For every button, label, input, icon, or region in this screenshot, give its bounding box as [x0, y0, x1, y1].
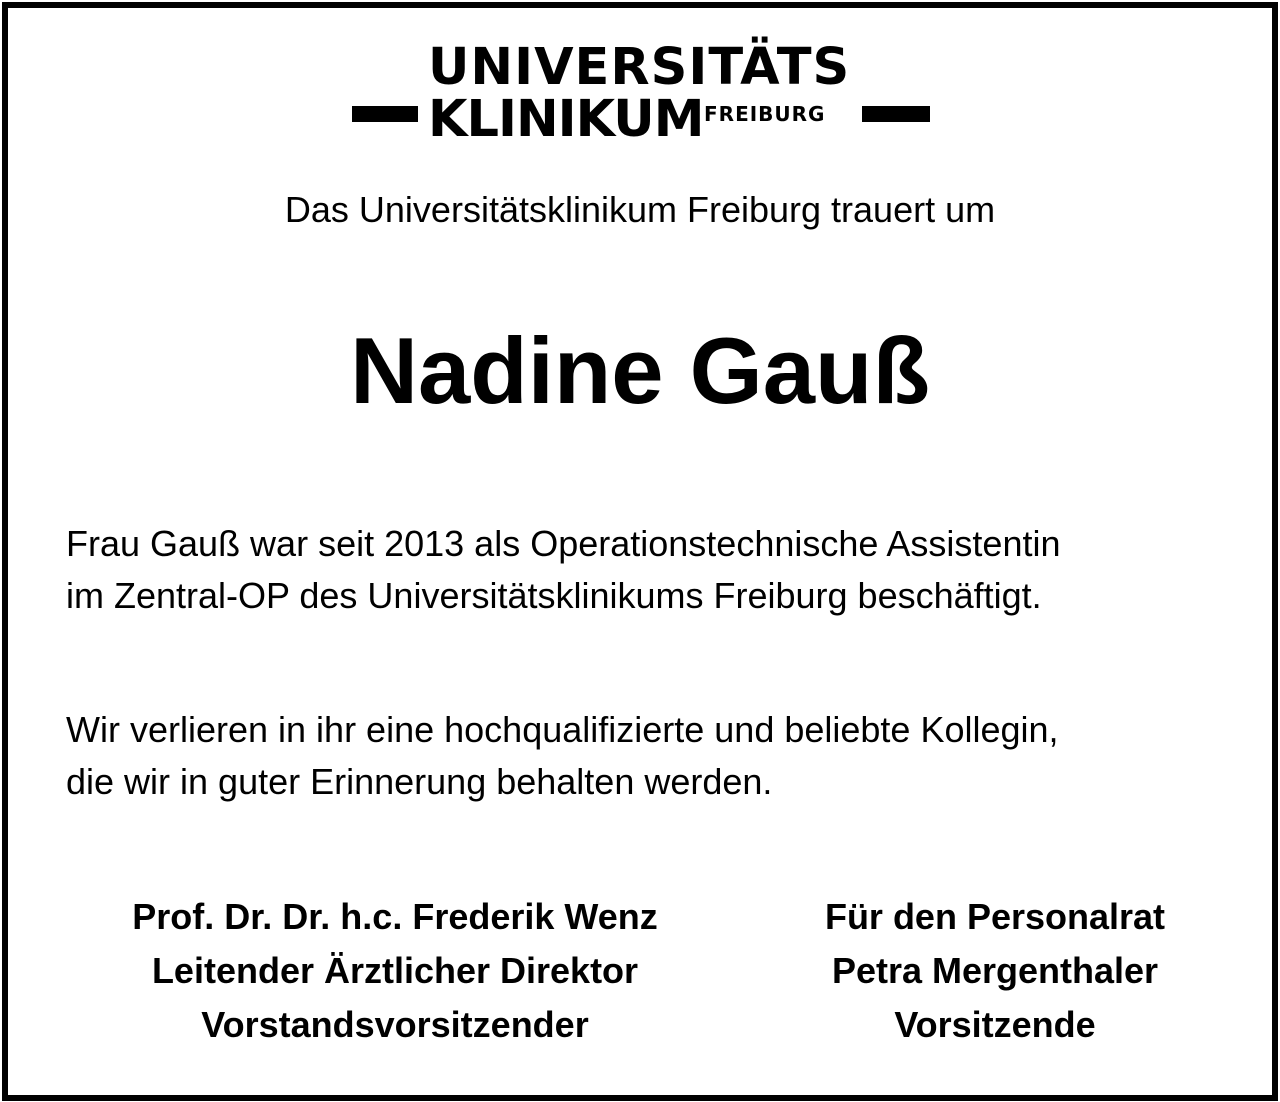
signature-block-staff-council [760, 890, 1230, 1052]
paragraph-line: im Zentral-OP des Universitätsklinikums Freiburg beschäftigt. [66, 575, 1042, 616]
paragraph-employment [66, 518, 1246, 622]
paragraph-line: Frau Gauß war seit 2013 als Operationstechnische Assistentin [66, 523, 1061, 564]
signature-organization: Für den Personalrat [824, 896, 1166, 937]
logo-bar-right [862, 106, 930, 122]
signature-title: Leitender Ärztlicher Direktor [151, 950, 639, 991]
signature-role: Vorsitzende [894, 1004, 1096, 1045]
logo-wordmark-line2: KLINIKUM [428, 90, 704, 149]
signature-role: Vorstandsvorsitzender [201, 1004, 589, 1045]
signature-name: Prof. Dr. Dr. h.c. Frederik Wenz [132, 896, 658, 937]
university-hospital-logo [0, 40, 1280, 150]
deceased-name: Nadine Gauß [350, 318, 930, 423]
signature-name: Petra Mergenthaler [831, 950, 1159, 991]
logo-wordmark-line1: UNIVERSITÄTS [428, 38, 851, 97]
signature-block-director [70, 890, 720, 1052]
paragraph-line: die wir in guter Erinnerung behalten werden. [66, 761, 773, 802]
logo-bar-left [352, 106, 418, 122]
paragraph-tribute [66, 704, 1246, 808]
paragraph-line: Wir verlieren in ihr eine hochqualifizierte und beliebte Kollegin, [66, 709, 1059, 750]
logo-wordmark-city: FREIBURG [704, 102, 826, 126]
intro-line: Das Universitätsklinikum Freiburg trauert um [284, 189, 996, 230]
